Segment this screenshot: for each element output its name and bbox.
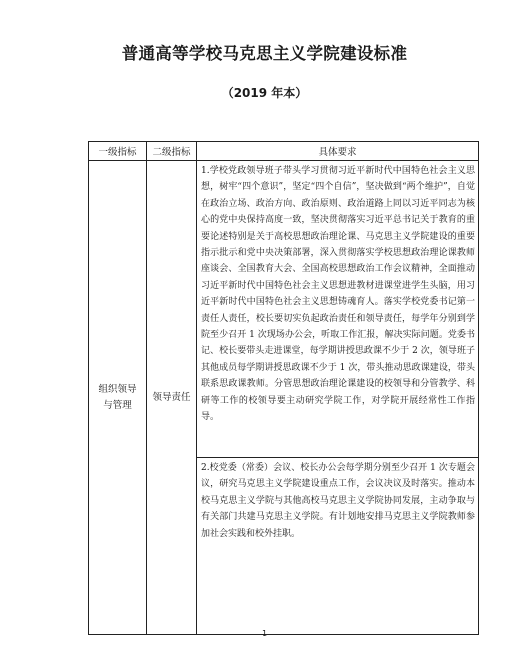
standards-table <box>88 141 479 635</box>
document-title: 普通高等学校马克思主义学院建设标准 <box>121 44 408 63</box>
level2-text: 领导责任 <box>152 391 191 403</box>
requirement-text-2: 2.校党委（常委）会议、校长办公会每学期分别至少召开 1 次专题会议，研究马克思主义学院建设重点工作，会议决议及时落实。推动本校马克思主义学院与其他高校马克思主义学院协同发展，主动争取与有关部门共建马克思主义学院。有计划地安排马克思主义学院教师参加社会实践和校外挂职。 <box>201 463 475 539</box>
level1-cell <box>89 161 147 635</box>
requirement-cell-2 <box>197 458 479 635</box>
table-header-row <box>89 142 479 161</box>
requirement-cell-1 <box>197 161 479 458</box>
table-row <box>89 161 479 458</box>
page-number: 1 <box>261 629 268 638</box>
header-level1: 一级指标 <box>89 142 147 161</box>
level2-cell <box>147 161 197 635</box>
header-level2: 二级指标 <box>147 142 197 161</box>
document-subtitle: （2019 年本） <box>221 86 308 100</box>
requirement-text-1: 1.学校党政领导班子带头学习贯彻习近平新时代中国特色社会主义思想，树牢“四个意识”，坚定“四个自信”，坚决做到“两个维护”，自觉在政治立场、政治方向、政治原则、政治道路上同以习近平同志为核心的党中央保持高度一致，坚决贯彻落实习近平总书记关于教育的重要论述特别是关于高校思想政治理论课、马克思主义学院建设的重要指示批示和党中央决策部署，深入贯彻落实学校思想政治理论课教师座谈会、全国教育大会、全国高校思想政治工作会议精神，全面推动习近平新时代中国特色社会主义思想进教材进课堂进学生头脑，用习近平新时代中国特色社会主义思想铸魂育人。落实学校党委书记第一责任人责任，校长要切实负起政治责任和领导责任，每学年分别到学院至少召开 1 次现场办公会，听取工作汇报，解决实际问题。党委书记、校长要带头走进课堂，每学期讲授思政课不少于 2 次，领导班子其他成员每学期讲授思政课不少于 1 次，带头推动思政课建设，带头联系思政课教师。分管思想政治理论课建设的校领导和分管教学、科研等工作的校领导要主动研究学院工作，对学院开展经常性工作指导。 <box>201 166 475 423</box>
header-requirements: 具体要求 <box>197 142 479 161</box>
level1-text: 组织领导与管理 <box>98 383 137 411</box>
